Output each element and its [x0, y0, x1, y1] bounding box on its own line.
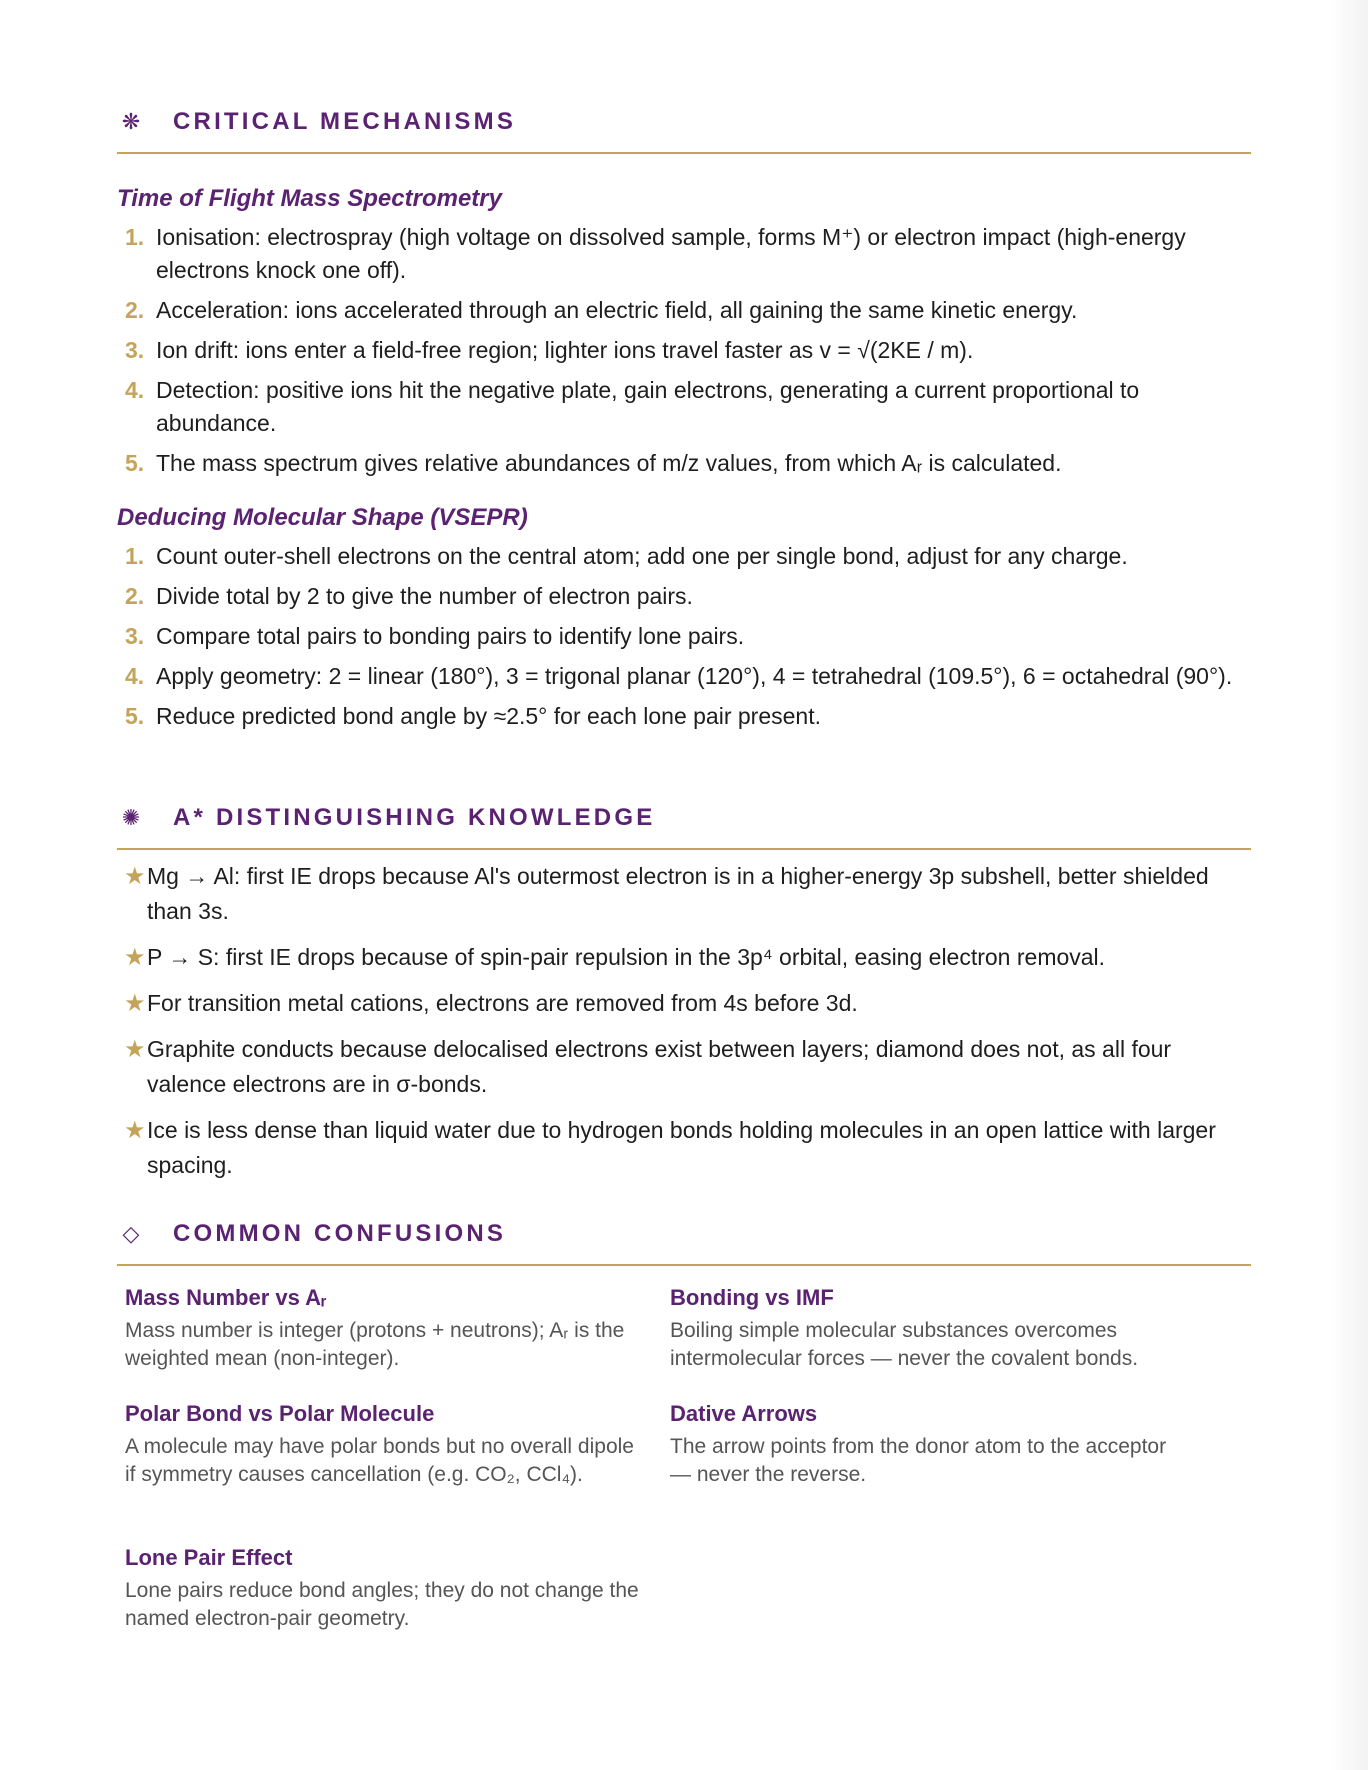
card-body: A molecule may have polar bonds but no overall dipole if symmetry causes cancellation (e.g. CO₂, CCl₄). [125, 1435, 634, 1486]
step-number: 4. [125, 663, 145, 689]
list-item [117, 859, 1251, 929]
confusion-card-lone-pair [125, 1543, 645, 1633]
step-text: Apply geometry: 2 = linear (180°), 3 = trigonal planar (120°), 4 = tetrahedral (109.5°), 6 = octahedral (90°). [156, 663, 1233, 689]
page-edge-shade [1330, 0, 1368, 1770]
subheading-tof-mass-spec: Time of Flight Mass Spectrometry [117, 185, 502, 212]
vsepr-steps-list [117, 540, 1251, 740]
section-header-critical-mechanisms [117, 108, 1251, 154]
star-icon: ★ [124, 944, 146, 971]
list-item [117, 660, 1251, 693]
card-title: Lone Pair Effect [125, 1545, 293, 1570]
list-item [117, 700, 1251, 733]
list-item [117, 447, 1251, 480]
step-text: Count outer-shell electrons on the central atom; add one per single bond, adjust for any charge. [156, 543, 1128, 569]
subheading-vsepr: Deducing Molecular Shape (VSEPR) [117, 504, 528, 531]
step-text: Detection: positive ions hit the negative plate, gain electrons, generating a current proportional to abundance. [156, 377, 1140, 436]
item-text: Ice is less dense than liquid water due to hydrogen bonds holding molecules in an open lattice with larger spacing. [147, 1117, 1216, 1178]
step-text: Acceleration: ions accelerated through an electric field, all gaining the same kinetic energy. [156, 297, 1078, 323]
step-text: Ionisation: electrospray (high voltage on dissolved sample, forms M⁺) or electron impact (high-energy electrons knock one off). [156, 224, 1186, 283]
card-body: The arrow points from the donor atom to the acceptor — never the reverse. [670, 1435, 1167, 1486]
card-body: Boiling simple molecular substances overcomes intermolecular forces — never the covalent bonds. [670, 1319, 1139, 1370]
step-text: Divide total by 2 to give the number of electron pairs. [156, 583, 693, 609]
star-icon: ★ [124, 1036, 146, 1063]
step-text: Reduce predicted bond angle by ≈2.5° for each lone pair present. [156, 703, 821, 729]
diamond-icon: ◇ [122, 1221, 140, 1246]
list-item [117, 374, 1251, 440]
step-number: 4. [125, 377, 145, 403]
list-item [117, 1113, 1251, 1183]
section-title: A* DISTINGUISHING KNOWLEDGE [173, 804, 656, 831]
item-text: P → S: first IE drops because of spin-pair repulsion in the 3p⁴ orbital, easing electron removal. [147, 944, 1106, 970]
list-item [117, 294, 1251, 327]
item-text: Graphite conducts because delocalised electrons exist between layers; diamond does not, as all four valence electrons are in σ-bonds. [147, 1036, 1172, 1097]
card-title: Bonding vs IMF [670, 1285, 834, 1310]
step-number: 2. [125, 583, 145, 609]
list-item [117, 940, 1251, 975]
list-item [117, 334, 1251, 367]
astar-list [117, 859, 1251, 1194]
star-icon: ★ [124, 1117, 146, 1144]
confusion-card-bonding-imf [670, 1283, 1190, 1373]
card-title: Mass Number vs Aᵣ [125, 1285, 327, 1310]
section-title: CRITICAL MECHANISMS [173, 108, 517, 135]
sunburst-icon: ✺ [121, 805, 141, 830]
section-header-common-confusions [117, 1220, 1251, 1266]
item-text: Mg → Al: first IE drops because Al's outermost electron is in a higher-energy 3p subshell, better shielded than 3s. [147, 863, 1209, 924]
step-number: 5. [125, 703, 145, 729]
step-number: 2. [125, 297, 145, 323]
list-item [117, 580, 1251, 613]
confusion-card-polar-bond [125, 1399, 645, 1489]
section-title: COMMON CONFUSIONS [173, 1220, 507, 1247]
step-text: The mass spectrum gives relative abundances of m/z values, from which Aᵣ is calculated. [156, 450, 1062, 476]
step-number: 1. [125, 543, 145, 569]
card-title: Polar Bond vs Polar Molecule [125, 1401, 435, 1426]
confusion-card-mass-number [125, 1283, 645, 1373]
list-item [117, 620, 1251, 653]
list-item [117, 1032, 1251, 1102]
step-number: 3. [125, 337, 145, 363]
step-number: 5. [125, 450, 145, 476]
star-icon: ★ [124, 863, 146, 890]
step-text: Compare total pairs to bonding pairs to identify lone pairs. [156, 623, 745, 649]
step-number: 3. [125, 623, 145, 649]
card-title: Dative Arrows [670, 1401, 818, 1426]
item-text: For transition metal cations, electrons are removed from 4s before 3d. [147, 990, 858, 1016]
card-body: Lone pairs reduce bond angles; they do not change the named electron-pair geometry. [125, 1579, 639, 1630]
asterisk-icon: ❋ [121, 109, 141, 134]
tof-steps-list [117, 221, 1251, 487]
star-icon: ★ [124, 990, 146, 1017]
card-body: Mass number is integer (protons + neutrons); Aᵣ is the weighted mean (non-integer). [125, 1319, 625, 1370]
step-text: Ion drift: ions enter a field-free region; lighter ions travel faster as v = √(2KE / m). [156, 337, 974, 363]
list-item [117, 540, 1251, 573]
confusion-card-dative-arrows [670, 1399, 1190, 1489]
section-header-astar-knowledge [117, 804, 1251, 850]
list-item [117, 986, 1251, 1021]
list-item [117, 221, 1251, 287]
step-number: 1. [125, 224, 145, 250]
